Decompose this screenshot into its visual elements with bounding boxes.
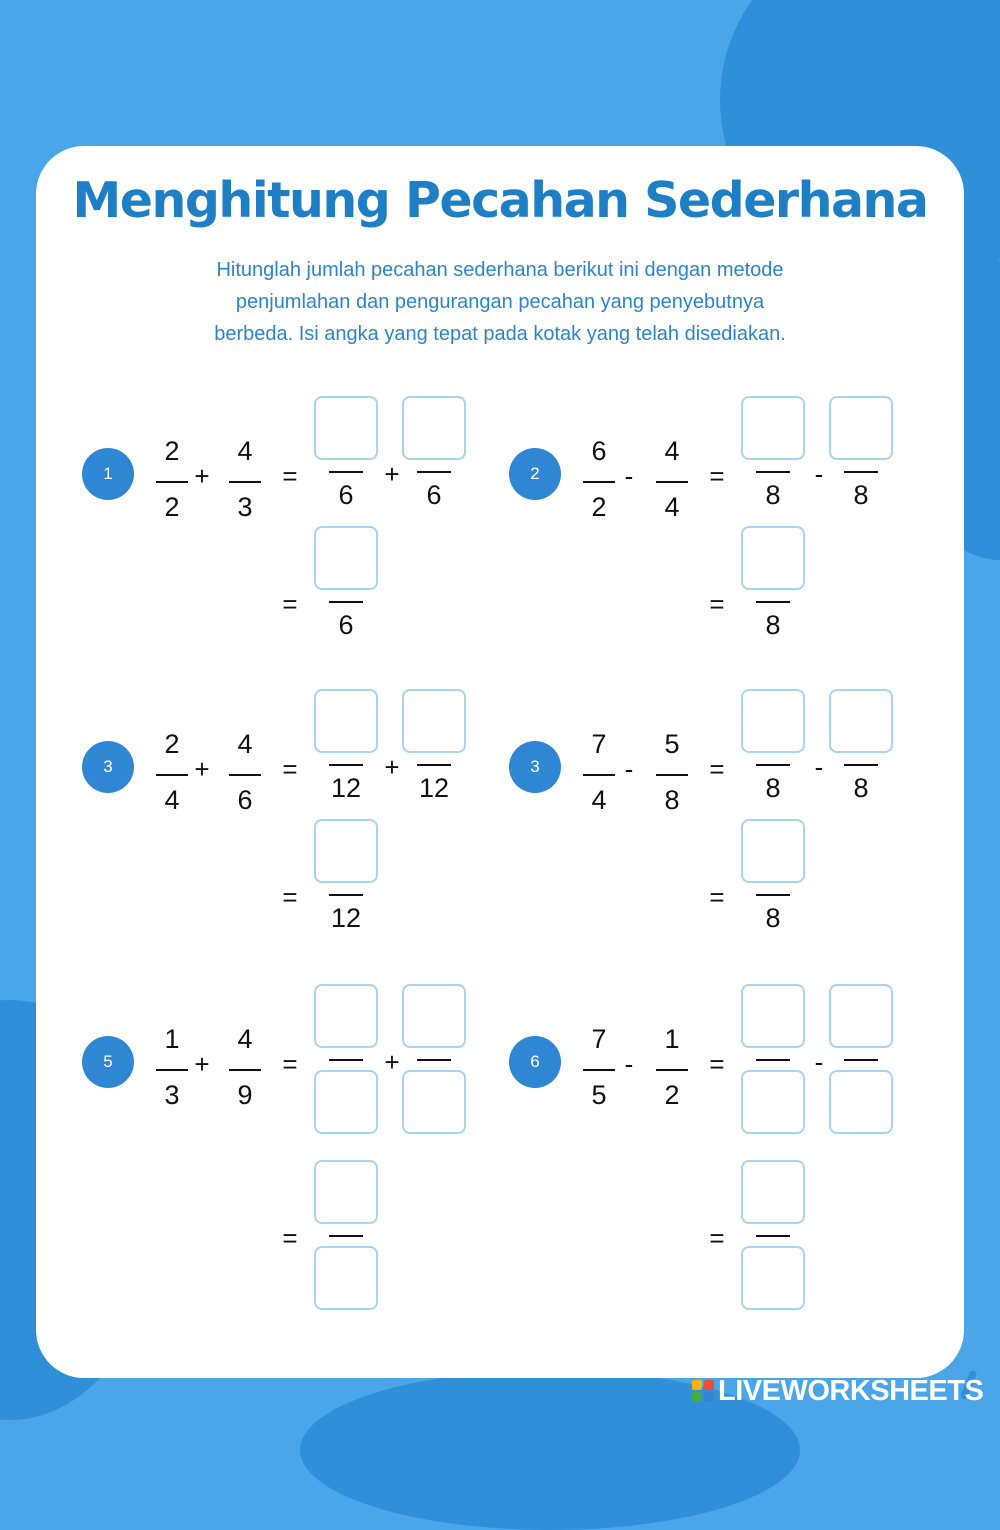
- fraction-bar: [583, 774, 615, 776]
- fraction-b-denominator: 2: [664, 1080, 680, 1110]
- instructions: [116, 254, 884, 350]
- fraction-bar: [583, 481, 615, 483]
- fraction-bar: [329, 894, 363, 896]
- operator: +: [194, 461, 210, 491]
- fraction-a-denominator: 2: [164, 492, 180, 522]
- denominator-input-box[interactable]: [402, 1070, 466, 1134]
- fraction-bar: [656, 481, 688, 483]
- fraction-a: [152, 1024, 192, 1114]
- fraction-a-numerator: 1: [164, 1024, 180, 1054]
- denominator-input-box[interactable]: [314, 1070, 378, 1134]
- operator: +: [194, 1049, 210, 1079]
- equals-sign: =: [709, 1223, 725, 1253]
- fraction-b-denominator: 6: [237, 785, 253, 815]
- given-denominator: 12: [330, 773, 362, 803]
- fraction-b-denominator: 3: [237, 492, 253, 522]
- fraction-bar: [329, 1059, 363, 1061]
- result-numerator-input-box[interactable]: [741, 526, 805, 590]
- equals-sign: =: [282, 1049, 298, 1079]
- fraction-bar: [756, 764, 790, 766]
- brand-logo-square: [692, 1392, 702, 1402]
- given-denominator: 6: [426, 480, 442, 510]
- fraction-bar: [844, 1059, 878, 1061]
- worksheet-card: [36, 146, 964, 1378]
- fraction-bar: [656, 1069, 688, 1071]
- denominator-input-box[interactable]: [741, 1070, 805, 1134]
- fraction-bar: [756, 1059, 790, 1061]
- fraction-bar: [229, 1069, 261, 1071]
- fraction-bar: [329, 1235, 363, 1237]
- result-numerator-input-box[interactable]: [314, 819, 378, 883]
- fraction-bar: [583, 1069, 615, 1071]
- numerator-input-box[interactable]: [314, 689, 378, 753]
- problem-number: 2: [509, 448, 561, 500]
- fraction-b: [652, 436, 692, 526]
- fraction-b-numerator: 4: [237, 729, 253, 759]
- fraction-a-numerator: 7: [591, 1024, 607, 1054]
- fraction-a-denominator: 2: [591, 492, 607, 522]
- fraction-bar: [156, 481, 188, 483]
- instructions-line: penjumlahan dan pengurangan pecahan yang penyebutnya: [235, 291, 765, 313]
- result-numerator-input-box[interactable]: [741, 1160, 805, 1224]
- operator: -: [814, 1047, 824, 1077]
- equals-sign: =: [709, 882, 725, 912]
- fraction-a-denominator: 3: [164, 1080, 180, 1110]
- numerator-input-box[interactable]: [402, 396, 466, 460]
- fraction-bar: [417, 1059, 451, 1061]
- fraction-bar: [756, 1235, 790, 1237]
- equals-sign: =: [709, 1049, 725, 1079]
- fraction-b-numerator: 4: [664, 436, 680, 466]
- fraction-bar: [844, 764, 878, 766]
- fraction-bar: [756, 894, 790, 896]
- given-denominator: 8: [765, 903, 781, 933]
- fraction-bar: [756, 471, 790, 473]
- fraction-bar: [329, 601, 363, 603]
- fraction-b: [652, 1024, 692, 1114]
- numerator-input-box[interactable]: [314, 984, 378, 1048]
- numerator-input-box[interactable]: [314, 396, 378, 460]
- given-denominator: 12: [330, 903, 362, 933]
- fraction-a: [579, 436, 619, 526]
- fraction-b: [652, 729, 692, 819]
- given-denominator: 12: [418, 773, 450, 803]
- equals-sign: =: [709, 461, 725, 491]
- fraction-a-numerator: 6: [591, 436, 607, 466]
- fraction-a-numerator: 7: [591, 729, 607, 759]
- brand-logo-icon: [692, 1380, 714, 1402]
- fraction-b-denominator: 8: [664, 785, 680, 815]
- fraction-bar: [156, 1069, 188, 1071]
- numerator-input-box[interactable]: [741, 396, 805, 460]
- operator: -: [814, 752, 824, 782]
- equals-sign: =: [282, 461, 298, 491]
- result-numerator-input-box[interactable]: [314, 526, 378, 590]
- given-denominator: 8: [765, 773, 781, 803]
- fraction-a-denominator: 4: [591, 785, 607, 815]
- brand-logo-square: [692, 1380, 702, 1390]
- equals-sign: =: [282, 1223, 298, 1253]
- problem-number: 6: [509, 1036, 561, 1088]
- fraction-bar: [417, 471, 451, 473]
- fraction-bar: [656, 774, 688, 776]
- numerator-input-box[interactable]: [741, 689, 805, 753]
- operator: +: [384, 752, 400, 782]
- denominator-input-box[interactable]: [829, 1070, 893, 1134]
- fraction-b-numerator: 5: [664, 729, 680, 759]
- fraction-b-numerator: 4: [237, 1024, 253, 1054]
- fraction-bar: [156, 774, 188, 776]
- problem-number: 3: [82, 741, 134, 793]
- fraction-b: [225, 729, 265, 819]
- fraction-a-numerator: 2: [164, 436, 180, 466]
- fraction-a: [579, 729, 619, 819]
- equals-sign: =: [282, 589, 298, 619]
- fraction-b: [225, 1024, 265, 1114]
- numerator-input-box[interactable]: [829, 396, 893, 460]
- given-denominator: 8: [853, 773, 869, 803]
- fraction-a-denominator: 4: [164, 785, 180, 815]
- fraction-bar: [844, 471, 878, 473]
- fraction-bar: [229, 774, 261, 776]
- brand-name: LIVEWORKSHEETS: [718, 1374, 984, 1407]
- fraction-a-denominator: 5: [591, 1080, 607, 1110]
- operator: -: [624, 461, 634, 491]
- equals-sign: =: [709, 754, 725, 784]
- given-denominator: 6: [338, 480, 354, 510]
- result-numerator-input-box[interactable]: [314, 1160, 378, 1224]
- problem-number: 3: [509, 741, 561, 793]
- instructions-line: berbeda. Isi angka yang tepat pada kotak yang telah disediakan.: [214, 323, 786, 345]
- fraction-b-denominator: 4: [664, 492, 680, 522]
- numerator-input-box[interactable]: [402, 689, 466, 753]
- fraction-b-numerator: 1: [664, 1024, 680, 1054]
- fraction-a-numerator: 2: [164, 729, 180, 759]
- problem-number: 1: [82, 448, 134, 500]
- result-denominator-input-box[interactable]: [741, 1246, 805, 1310]
- operator: -: [624, 1049, 634, 1079]
- fraction-a: [152, 436, 192, 526]
- given-denominator: 8: [765, 610, 781, 640]
- fraction-bar: [329, 471, 363, 473]
- fraction-bar: [329, 764, 363, 766]
- fraction-a: [579, 1024, 619, 1114]
- brand-logo-square: [704, 1380, 714, 1390]
- brand-logo: [692, 1374, 983, 1408]
- operator: +: [384, 1047, 400, 1077]
- page-title: Menghitung Pecahan Sederhana: [72, 172, 928, 229]
- fraction-b-numerator: 4: [237, 436, 253, 466]
- equals-sign: =: [709, 589, 725, 619]
- given-denominator: 8: [765, 480, 781, 510]
- operator: -: [814, 459, 824, 489]
- numerator-input-box[interactable]: [829, 689, 893, 753]
- fraction-bar: [417, 764, 451, 766]
- fraction-b: [225, 436, 265, 526]
- operator: +: [384, 459, 400, 489]
- fraction-bar: [229, 481, 261, 483]
- result-numerator-input-box[interactable]: [741, 819, 805, 883]
- result-denominator-input-box[interactable]: [314, 1246, 378, 1310]
- instructions-line: Hitunglah jumlah pecahan sederhana berikut ini dengan metode: [216, 259, 784, 281]
- problem-number: 5: [82, 1036, 134, 1088]
- given-denominator: 6: [338, 610, 354, 640]
- numerator-input-box[interactable]: [741, 984, 805, 1048]
- brand-logo-square: [704, 1392, 714, 1402]
- fraction-a: [152, 729, 192, 819]
- numerator-input-box[interactable]: [402, 984, 466, 1048]
- fraction-b-denominator: 9: [237, 1080, 253, 1110]
- given-denominator: 8: [853, 480, 869, 510]
- operator: -: [624, 754, 634, 784]
- numerator-input-box[interactable]: [829, 984, 893, 1048]
- operator: +: [194, 754, 210, 784]
- equals-sign: =: [282, 754, 298, 784]
- equals-sign: =: [282, 882, 298, 912]
- fraction-bar: [756, 601, 790, 603]
